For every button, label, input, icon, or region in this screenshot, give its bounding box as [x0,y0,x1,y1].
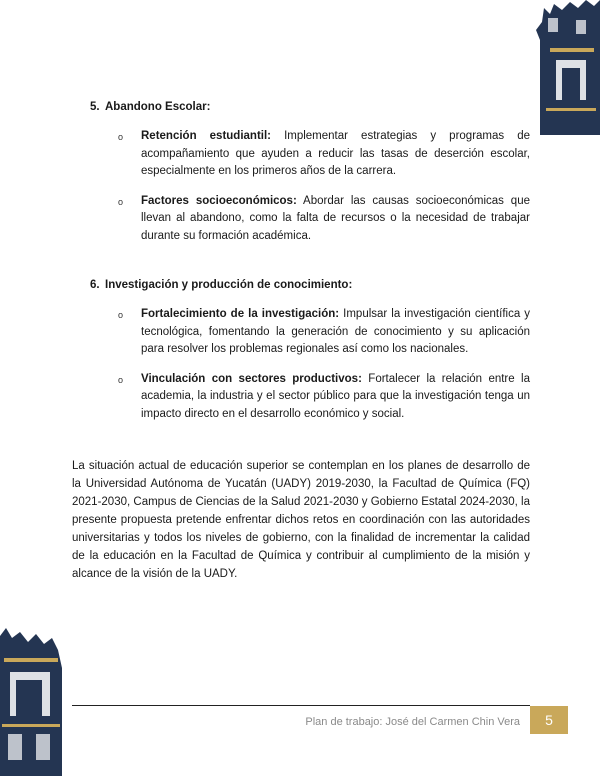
footer-divider [72,705,530,706]
bullet-text: Implementar estrategias y programas de acompañamiento que ayuden a reducir las tasas de deserción escolar, especialmente en los primeros años de la carrera. [141,130,530,177]
bullet-heading: Fortalecimiento de la investigación: [141,308,340,320]
building-illustration-bottom [0,628,66,776]
bullet-marker: o [118,196,124,207]
bullet-heading: Vinculación con sectores productivos: [141,372,362,385]
footer-title: Plan de trabajo: José del Carmen Chin Vera [305,716,520,728]
section-investigacion [90,278,530,435]
bullet-list [90,306,530,423]
body-paragraph: La situación actual de educación superior se contemplan en los planes de desarrollo de la Universidad Autónoma de Yucatán (UADY) 2019-2030, la Facultad de Química (FQ) 2021-2030, Campus de Ciencias de la Salud 2021-2030 y Gobierno Estatal 2024-2030, la presente propuesta pretende enfrentar dichos retos en coordinación con las autoridades universitarias y todos los niveles de gobierno, con la finalidad de incrementar la calidad de la educación en la Facultad de Química y contribuir al cumplimiento de la misión y alcance de la visión de la UADY. [72,460,530,580]
bullet-text: Fortalecer la relación entre la academia, la industria y el sector público para que la investigación tenga un impacto directo en el desarrollo económico y social. [141,372,531,420]
section-title-text: Abandono Escolar: [105,101,211,113]
section-title [90,100,530,114]
section-abandono-escolar [90,100,530,257]
list-item [90,128,530,181]
building-illustration-top [536,0,600,135]
bullet-heading: Retención estudiantil: [141,130,271,142]
section-number: 5. [90,101,100,113]
bullet-list [90,128,530,245]
list-item [90,371,530,424]
section-number: 6. [90,279,100,291]
list-item [90,193,530,246]
bullet-heading: Factores socioeconómicos: [141,194,297,207]
bullet-text: Abordar las causas socioeconómicas que llevan al abandono, como la falta de recursos o la necesidad de trabajar durante su formación académica. [141,194,530,242]
section-title-text: Investigación y producción de conocimiento: [105,279,353,291]
bullet-marker: o [118,132,124,142]
bullet-text: Impulsar la investigación científica y tecnológica, fomentando la generación de conocimiento y su aplicación para resolver los problemas regionales así como los nacionales. [141,308,531,355]
bullet-marker: o [118,374,124,385]
page-number: 5 [530,706,568,734]
section-title [90,278,530,292]
bullet-marker: o [118,310,124,320]
list-item [90,306,530,359]
